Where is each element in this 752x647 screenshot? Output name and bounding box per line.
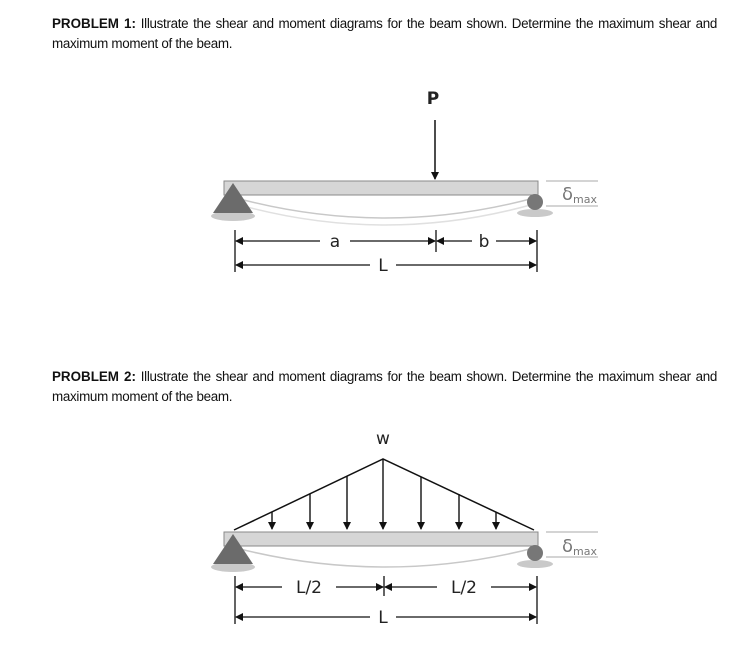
roller-support — [527, 194, 543, 210]
problem-2-statement — [52, 367, 717, 407]
beam — [224, 532, 538, 546]
dim-a-label: a — [329, 232, 341, 252]
deflected-shape — [236, 548, 534, 567]
delta-max-label: δmax — [562, 184, 597, 206]
problem-1-text: Illustrate the shear and moment diagrams for the beam shown. Determine the maximum shear and maximum moment of the beam. — [52, 16, 718, 51]
delta-max-label: δmax — [562, 536, 597, 558]
load-label-p: P — [426, 89, 440, 109]
problem-2-heading: PROBLEM 2: — [52, 369, 136, 384]
dim-left-label: L/2 — [295, 578, 323, 598]
dim-right-label: L/2 — [450, 578, 478, 598]
roller-support — [527, 545, 543, 561]
roller-support-base — [517, 560, 553, 568]
beam — [224, 181, 538, 195]
dim-l-label: L — [378, 256, 388, 276]
problem-2-beam-figure — [0, 426, 752, 636]
problem-1-statement — [52, 14, 717, 54]
roller-support-base — [517, 209, 553, 217]
dim-b-label: b — [478, 232, 490, 252]
problem-2-text: Illustrate the shear and moment diagrams for the beam shown. Determine the maximum shear and maximum moment of the beam. — [52, 369, 718, 404]
load-label-w: w — [376, 429, 390, 449]
deflected-shape-lower — [236, 204, 534, 225]
problem-1-beam-figure — [0, 80, 752, 280]
problem-1-heading: PROBLEM 1: — [52, 16, 136, 31]
dim-l-label: L — [378, 608, 388, 628]
triangular-load-outline — [234, 459, 534, 530]
